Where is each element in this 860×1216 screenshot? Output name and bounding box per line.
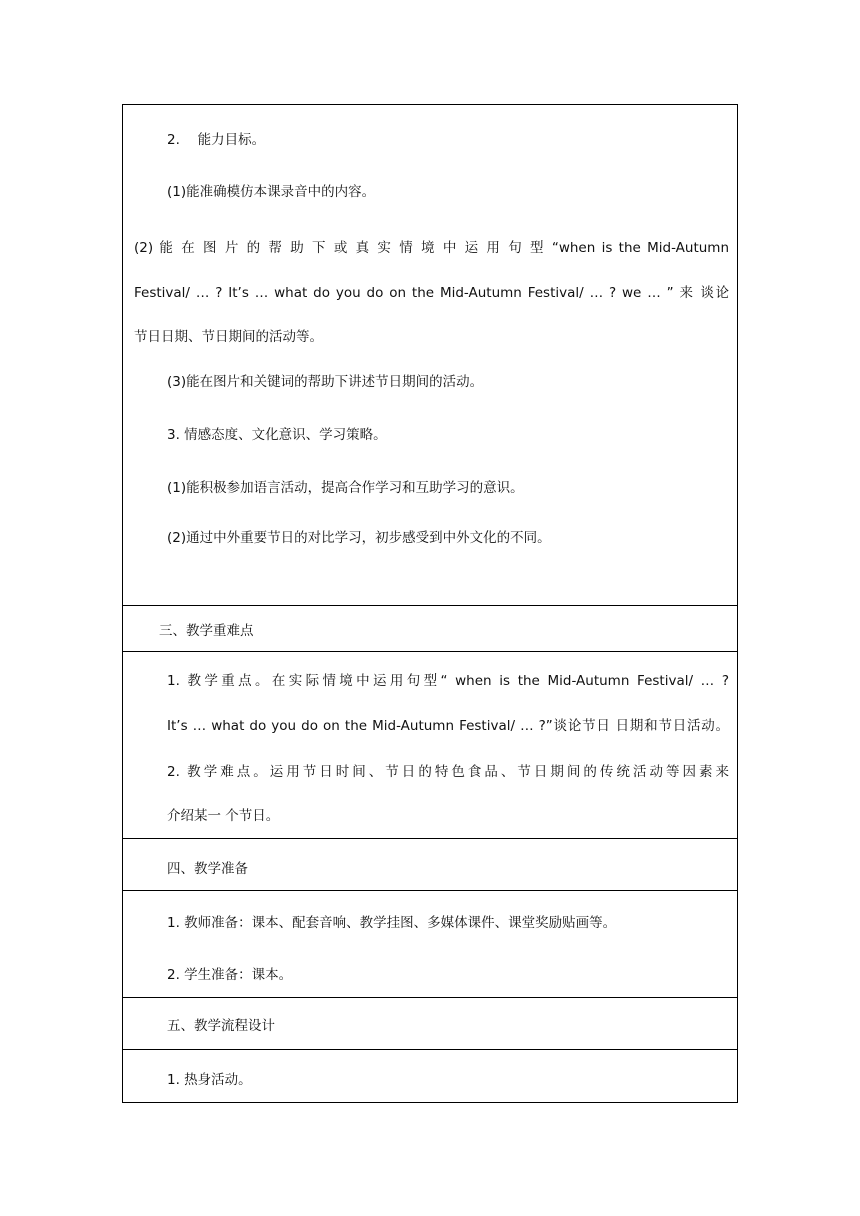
process-step-cell (123, 1050, 738, 1103)
process-heading: 五、教学流程设计 (167, 1018, 275, 1034)
key-points-heading: 三、教学重难点 (159, 623, 254, 639)
goal-item-sentence-line2: Festival/ … ? It’s … what do you do on the Mid-Autumn Festival/ … ? we … ” 来 谈论 (134, 285, 729, 301)
emotion-goal-heading: 3. 情感态度、文化意识、学习策略。 (167, 427, 387, 443)
student-preparation: 2. 学生准备：课本。 (167, 967, 293, 983)
key-point-difficulty-line1: 2. 教学难点。运用节日时间、节日的特色食品、节日期间的传统活动等因素来 (167, 764, 729, 780)
goal-item-sentence-line1: (2) 能 在 图 片 的 帮 助 下 或 真 实 情 境 中 运 用 句 型 “when is the Mid-Autumn (134, 240, 729, 256)
preparation-cell (123, 891, 738, 998)
process-heading-cell (123, 998, 738, 1050)
preparation-heading: 四、教学准备 (167, 861, 248, 877)
key-points-cell (123, 652, 738, 839)
goal-item-compare-cultures: (2)通过中外重要节日的对比学习，初步感受到中外文化的不同。 (167, 530, 551, 546)
lesson-plan-table (122, 104, 738, 1103)
goal-item-sentence-line3: 节日日期、节日期间的活动等。 (134, 329, 323, 345)
key-points-heading-cell (123, 606, 738, 652)
preparation-heading-cell (123, 839, 738, 891)
ability-goal-heading: 2. 能力目标。 (167, 132, 266, 148)
goal-item-retell: (3)能在图片和关键词的帮助下讲述节日期间的活动。 (167, 374, 484, 390)
key-point-focus-line2: It’s … what do you do on the Mid-Autumn Festival/ … ?”谈论节日 日期和节日活动。 (167, 718, 729, 734)
key-point-difficulty-line2: 介绍某一 个节日。 (167, 808, 280, 824)
goals-cell (123, 105, 738, 606)
warm-up-step: 1. 热身活动。 (167, 1072, 252, 1088)
key-point-focus-line1: 1. 教学重点。在实际情境中运用句型“ when is the Mid-Autumn Festival/ … ? (167, 673, 729, 689)
goal-item-participate: (1)能积极参加语言活动，提高合作学习和互助学习的意识。 (167, 480, 524, 496)
teacher-preparation: 1. 教师准备：课本、配套音响、教学挂图、多媒体课件、课堂奖励贴画等。 (167, 915, 617, 931)
goal-item-imitate: (1)能准确模仿本课录音中的内容。 (167, 184, 376, 200)
